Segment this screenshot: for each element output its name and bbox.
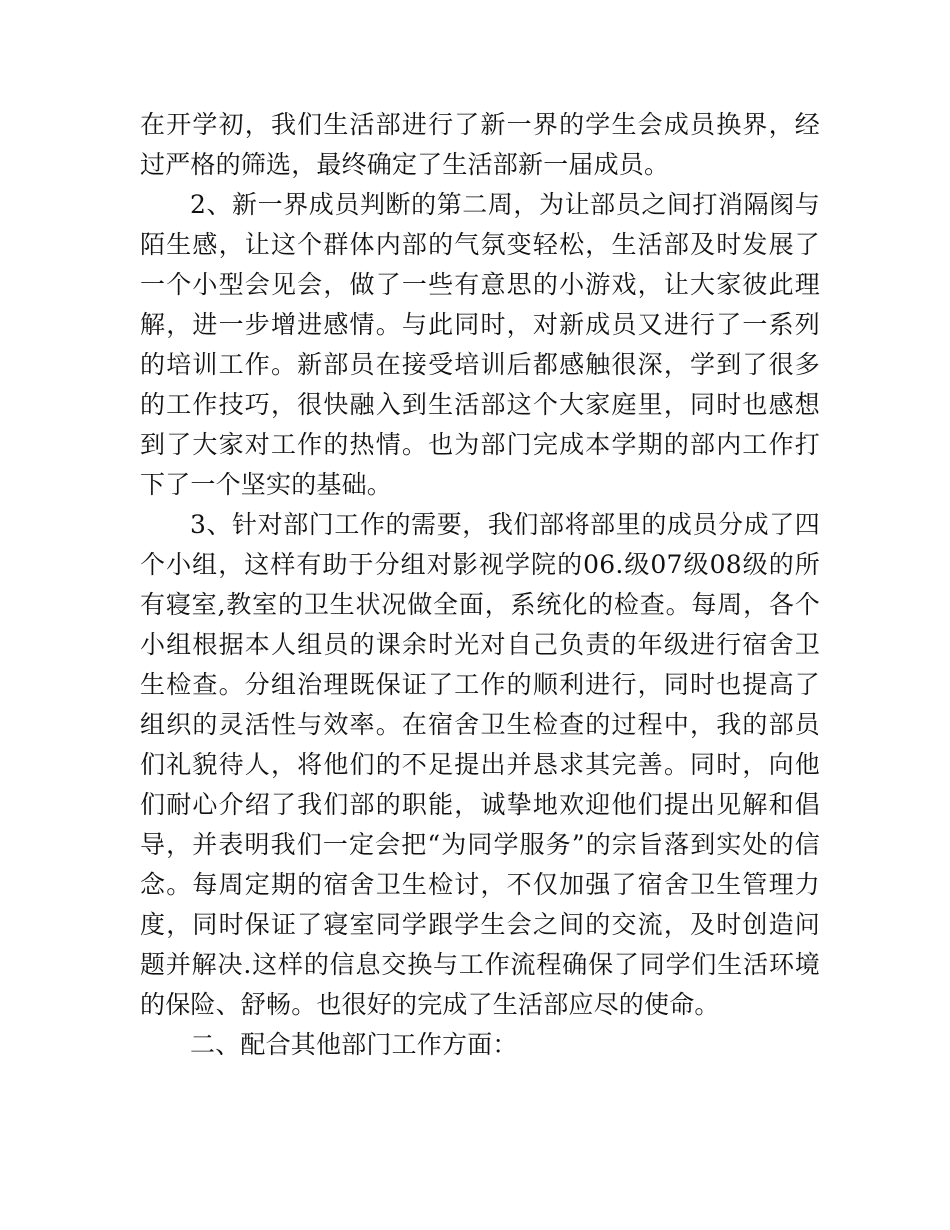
paragraph-item-2: 2、新一界成员判断的第二周，为让部员之间打消隔阂与陌生感，让这个群体内部的气氛变轻松，生活部及时发展了一个小型会见会，做了一些有意思的小游戏，让大家彼此理解，进一步增进感情。与此同时，对新成员又进行了一系列的培训工作。新部员在接受培训后都感触很深，学到了很多的工作技巧，很快融入到生活部这个大家庭里，同时也感想到了大家对工作的热情。也为部门完成本学期的部内工作打下了一个坚实的基础。 — [140, 190, 820, 499]
paragraph-item-3: 3、针对部门工作的需要，我们部将部里的成员分成了四个小组，这样有助于分组对影视学院的06.级07级08级的所有寝室,教室的卫生状况做全面，系统化的检查。每周，各个小组根据本人组员的课余时光对自己负责的年级进行宿舍卫生检查。分组治理既保证了工作的顺利进行，同时也提高了组织的灵活性与效率。在宿舍卫生检查的过程中，我的部员们礼貌待人，将他们的不足提出并恳求其完善。同时，向他们耐心介绍了我们部的职能，诚挚地欢迎他们提出见解和倡导，并表明我们一定会把“为同学服务”的宗旨落到实处的信念。每周定期的宿舍卫生检讨，不仅加强了宿舍卫生管理力度，同时保证了寝室同学跟学生会之间的交流，及时创造问题并解决.这样的信息交换与工作流程确保了同学们生活环境的保险、舒畅。也很好的完成了生活部应尽的使命。 — [140, 510, 820, 1019]
section-heading-cooperation: 二、配合其他部门工作方面： — [190, 1030, 518, 1059]
document-body — [140, 105, 820, 1065]
paragraph-intro: 在开学初，我们生活部进行了新一界的学生会成员换界，经过严格的筛选，最终确定了生活部新一届成员。 — [140, 110, 820, 179]
